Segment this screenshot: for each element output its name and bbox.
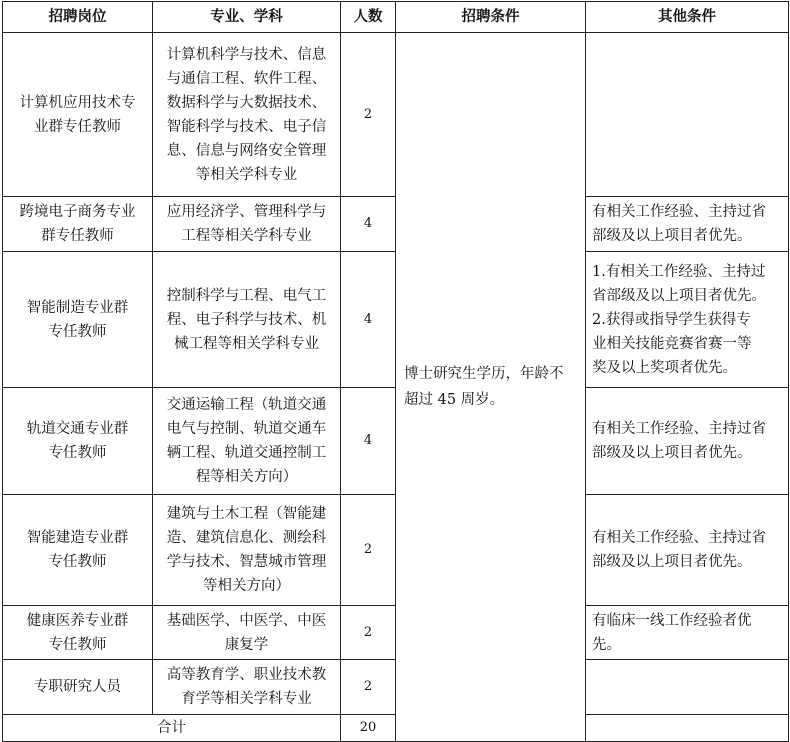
other-line: 有相关工作经验、主持过省 — [592, 204, 766, 220]
position-line: 专职研究人员 — [34, 679, 121, 695]
position-line: 跨境电子商务专业 — [19, 204, 136, 220]
other-line: 2.获得或指导学生获得专 — [592, 311, 751, 328]
other-cell — [586, 660, 789, 715]
total-other-empty — [586, 715, 789, 742]
major-line: 学与技术、智慧城市管理 — [166, 554, 327, 570]
other-line: 业相关技能竞赛省赛一等 — [592, 335, 752, 352]
major-line: 智能科学与技术、电子信 — [166, 118, 327, 135]
major-cell — [153, 495, 341, 606]
major-line: 工程等相关学科专业 — [181, 228, 312, 244]
major-line: 高等教育学、职业技术教 — [166, 667, 327, 683]
table-row — [3, 33, 789, 197]
other-cell — [586, 606, 789, 660]
header-count: 人数 — [341, 2, 396, 33]
major-cell — [153, 197, 341, 252]
major-line: 等相关方向） — [203, 578, 290, 594]
other-line: 省部级及以上项目者优先。 — [592, 287, 766, 304]
position-line: 专任教师 — [48, 445, 107, 461]
major-line: 辆工程、轨道交通控制工 — [166, 445, 327, 461]
position-cell — [3, 33, 153, 197]
count-cell: 2 — [341, 33, 396, 197]
header-major: 专业、学科 — [153, 2, 341, 33]
other-line: 先。 — [592, 636, 621, 653]
major-line: 数据科学与大数据技术、 — [166, 94, 327, 111]
position-line: 计算机应用技术专 — [19, 94, 136, 111]
position-cell — [3, 197, 153, 252]
count-cell: 2 — [341, 606, 396, 660]
other-line: 1.有相关工作经验、主持过 — [592, 263, 766, 280]
condition-cell — [396, 33, 586, 742]
header-condition: 招聘条件 — [396, 2, 586, 33]
count-cell: 4 — [341, 388, 396, 495]
position-cell — [3, 606, 153, 660]
recruitment-table — [2, 1, 789, 742]
major-line: 电气与控制、轨道交通车 — [166, 421, 327, 437]
position-cell — [3, 660, 153, 715]
major-line: 育学等相关学科专业 — [181, 691, 312, 707]
position-line: 群专任教师 — [41, 228, 114, 244]
major-line: 计算机科学与技术、信息 — [166, 46, 327, 63]
position-line: 智能建造专业群 — [26, 530, 129, 546]
major-cell — [153, 660, 341, 715]
other-line: 部级及以上项目者优先。 — [592, 445, 752, 461]
other-cell — [586, 388, 789, 495]
position-line: 专任教师 — [48, 554, 107, 570]
major-line: 康复学 — [224, 636, 269, 653]
major-line: 程等相关方向） — [195, 469, 298, 485]
major-line: 控制科学与工程、电气工 — [166, 287, 327, 304]
major-line: 与通信工程、软件工程、 — [166, 70, 327, 87]
major-cell — [153, 388, 341, 495]
count-cell: 2 — [341, 495, 396, 606]
position-line: 专任教师 — [48, 636, 107, 653]
position-line: 健康医养专业群 — [26, 612, 129, 629]
major-line: 械工程等相关学科专业 — [174, 335, 319, 352]
major-line: 程、电子科学与技术、机 — [166, 311, 327, 328]
major-line: 等相关学科专业 — [195, 166, 298, 183]
count-cell: 2 — [341, 660, 396, 715]
position-cell — [3, 495, 153, 606]
position-cell — [3, 252, 153, 388]
other-line: 部级及以上项目者优先。 — [592, 228, 752, 244]
header-other: 其他条件 — [586, 2, 789, 33]
major-cell — [153, 606, 341, 660]
position-line: 智能制造专业群 — [26, 299, 129, 316]
count-cell: 4 — [341, 197, 396, 252]
other-line: 部级及以上项目者优先。 — [592, 554, 752, 570]
header-row — [3, 2, 789, 33]
other-line: 有相关工作经验、主持过省 — [592, 530, 766, 546]
other-line: 有相关工作经验、主持过省 — [592, 421, 766, 437]
other-cell — [586, 495, 789, 606]
other-cell — [586, 197, 789, 252]
other-cell — [586, 252, 789, 388]
total-label: 合计 — [3, 715, 341, 742]
total-count: 20 — [341, 715, 396, 742]
major-line: 基础医学、中医学、中医 — [166, 612, 327, 629]
condition-line: 超过 45 周岁。 — [404, 392, 505, 408]
position-cell — [3, 388, 153, 495]
major-line: 造、建筑信息化、测绘科 — [166, 530, 327, 546]
major-line: 应用经济学、管理科学与 — [166, 204, 327, 220]
major-line: 息、信息与网络安全管理 — [166, 142, 327, 159]
count-cell: 4 — [341, 252, 396, 388]
major-line: 建筑与土木工程（智能建 — [166, 506, 327, 522]
other-line: 奖及以上奖项者优先。 — [592, 359, 737, 376]
other-cell — [586, 33, 789, 197]
position-line: 业群专任教师 — [34, 118, 121, 135]
position-line: 轨道交通专业群 — [26, 421, 129, 437]
header-position: 招聘岗位 — [3, 2, 153, 33]
position-line: 专任教师 — [48, 323, 107, 340]
condition-line: 博士研究生学历，年龄不 — [404, 366, 564, 382]
major-cell — [153, 252, 341, 388]
other-line: 有临床一线工作经验者优 — [592, 612, 752, 629]
major-line: 交通运输工程（轨道交通 — [166, 397, 327, 413]
major-cell — [153, 33, 341, 197]
